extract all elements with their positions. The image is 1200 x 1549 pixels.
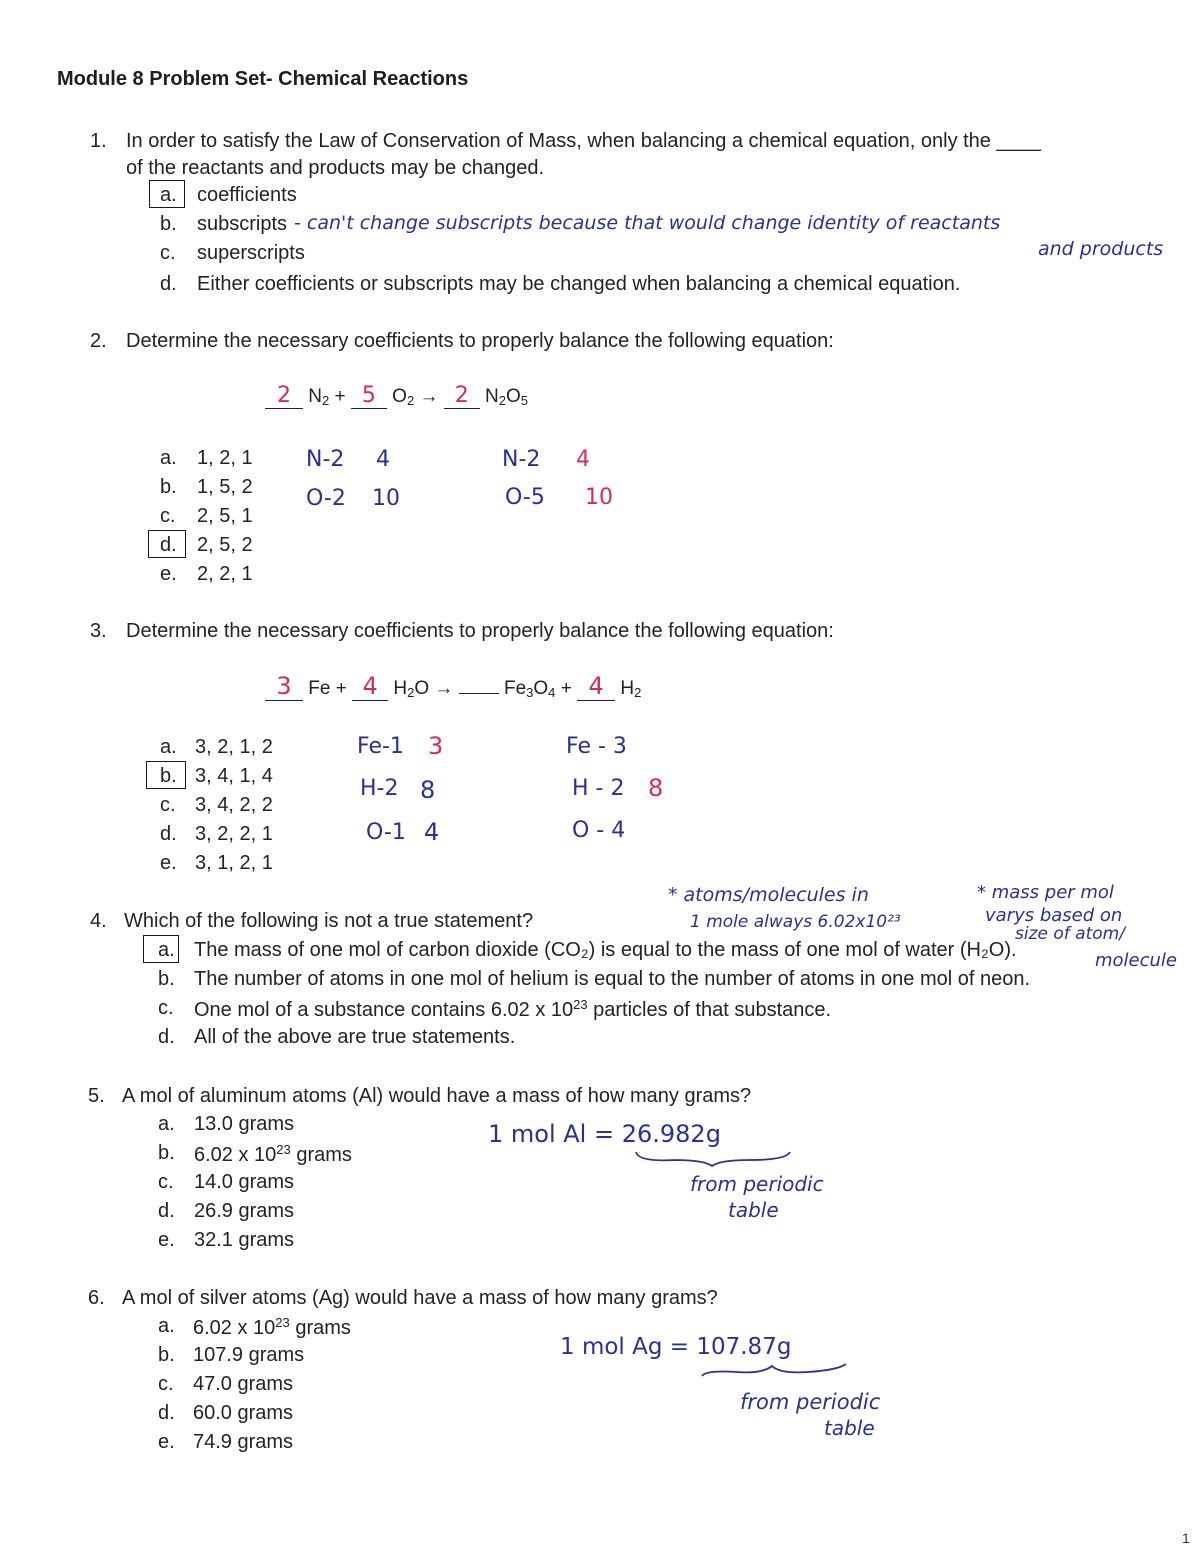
q2-option-a: 1, 2, 1	[197, 447, 253, 469]
q3-option-b: 3, 4, 1, 4	[195, 765, 273, 787]
q1-option-a: coefficients	[197, 184, 297, 206]
q3-equation: 3 Fe + 4 $H_2O \to Fe_3O_4 + 4$ $H_2$	[265, 672, 641, 701]
q2-option-b-letter: b.	[160, 476, 177, 498]
q4-option-c	[194, 997, 831, 1022]
q2-coef-3: 2	[444, 383, 480, 409]
q3-work-left-o-val: 4	[424, 818, 440, 846]
q5-option-c: 14.0 grams	[194, 1171, 295, 1193]
q1-handwritten-note-2: and products	[1038, 238, 1164, 260]
q2-option-e-letter: e.	[160, 563, 177, 585]
q1-option-b: subscripts	[197, 213, 288, 235]
q4-note2-line1: * mass per mol	[977, 882, 1114, 903]
q3-option-a-letter: a.	[160, 736, 177, 758]
q4-text: Which of the following is not a true statement?	[124, 910, 534, 932]
q2-coef-2: 5	[351, 383, 387, 409]
q3-option-e-letter: e.	[160, 852, 177, 874]
q1-text-line1: In order to satisfy the Law of Conservation of Mass, when balancing a chemical equation, only the ____	[126, 130, 1041, 152]
q2-work-left-o-val: 10	[372, 486, 400, 511]
q6-option-e: 74.9 grams	[193, 1431, 294, 1453]
q3-option-a: 3, 2, 1, 2	[195, 736, 273, 758]
q3-arrow: →	[434, 678, 454, 699]
q3-plus-2: +	[560, 678, 572, 699]
q1-option-d-letter: d.	[160, 273, 177, 295]
q3-coef-4: 4	[577, 672, 615, 701]
q4-number: 4.	[90, 910, 107, 932]
q3-text: Determine the necessary coefficients to properly balance the following equation:	[126, 620, 834, 642]
q5-option-b	[194, 1142, 352, 1167]
q6-option-e-letter: e.	[158, 1431, 175, 1453]
q2-text: Determine the necessary coefficients to properly balance the following equation:	[126, 330, 834, 352]
q2-option-c-letter: c.	[160, 505, 176, 527]
q4-option-d-letter: d.	[158, 1026, 175, 1048]
q6-option-a	[193, 1315, 351, 1340]
q3-option-c: 3, 4, 2, 2	[195, 794, 273, 816]
q6-option-c: 47.0 grams	[193, 1373, 294, 1395]
q3-coef-1: 3	[265, 672, 303, 701]
q5-option-c-letter: c.	[158, 1171, 174, 1193]
q1-option-c: superscripts	[197, 242, 305, 264]
q1-handwritten-note: - can't change subscripts because that would change identity of reactants	[294, 212, 1001, 234]
page-number: 1	[1182, 1530, 1190, 1546]
q3-option-b-letter: b.	[160, 765, 177, 787]
q4-option-a-letter: a.	[158, 939, 175, 961]
q2-arrow: →	[419, 386, 439, 407]
q2-work-left-n: N-2	[306, 447, 345, 472]
q3-work-left-fe-val: 3	[428, 732, 444, 760]
q1-option-c-letter: c.	[160, 242, 176, 264]
q3-option-e: 3, 1, 2, 1	[195, 852, 273, 874]
q5-number: 5.	[88, 1085, 105, 1107]
q2-number: 2.	[90, 330, 107, 352]
q3-option-d-letter: d.	[160, 823, 177, 845]
q4-note2-line3: size of atom/	[1015, 924, 1125, 944]
q3-work-left-fe: Fe-1	[357, 734, 404, 759]
q5-option-e-letter: e.	[158, 1229, 175, 1251]
q2-coef-1: 2	[265, 383, 303, 409]
q2-option-c: 2, 5, 1	[197, 505, 253, 527]
q4-option-d: All of the above are true statements.	[194, 1026, 516, 1048]
q3-coef-2: 4	[352, 672, 388, 701]
q2-work-right-o-val: 10	[585, 485, 613, 510]
q4-option-b: The number of atoms in one mol of helium is equal to the number of atoms in one mol of neon.	[194, 968, 1031, 990]
q6-from-periodic: from periodic	[740, 1390, 881, 1414]
q5-option-b-text-after: grams	[290, 1144, 352, 1166]
q4-option-c-text-after: particles of that substance.	[587, 999, 832, 1021]
q6-table: table	[824, 1416, 875, 1440]
q2-option-a-letter: a.	[160, 447, 177, 469]
q1-option-d: Either coefficients or subscripts may be changed when balancing a chemical equation.	[197, 273, 961, 295]
q4-option-a: The mass of one mol of carbon dioxide (CO₂) is equal to the mass of one mol of water (H₂O).	[194, 939, 1017, 961]
q2-plus: +	[334, 386, 346, 407]
q6-option-c-letter: c.	[158, 1373, 174, 1395]
q3-plus-1: +	[335, 678, 347, 699]
q6-number: 6.	[88, 1287, 105, 1309]
q3-work-left-h-val: 8	[420, 776, 436, 804]
q5-option-b-exp: 23	[276, 1142, 291, 1157]
q6-option-d: 60.0 grams	[193, 1402, 294, 1424]
q3-option-d: 3, 2, 2, 1	[195, 823, 273, 845]
q4-note1-line1: * atoms/molecules in	[668, 884, 869, 906]
q5-brace-icon	[634, 1148, 794, 1168]
q5-option-a-letter: a.	[158, 1113, 175, 1135]
q5-handwritten-mass: 1 mol Al = 26.982g	[488, 1120, 721, 1148]
q1-option-b-letter: b.	[160, 213, 177, 235]
q2-equation: 2 $N_2 + 5$ $O_2 \to 2$ $N_2O_5$	[265, 383, 528, 409]
q2-option-d: 2, 5, 2	[197, 534, 253, 556]
q5-from-periodic: from periodic	[690, 1172, 824, 1196]
q2-work-right-n: N-2	[502, 447, 541, 472]
q6-text: A mol of silver atoms (Ag) would have a mass of how many grams?	[122, 1287, 718, 1309]
q4-note1-line2: 1 mole always 6.02x10²³	[690, 912, 901, 932]
q1-text-line2: of the reactants and products may be changed.	[126, 157, 545, 179]
q3-work-right-fe: Fe - 3	[566, 734, 627, 759]
q2-option-e: 2, 2, 1	[197, 563, 253, 585]
q2-work-right-o: O-5	[505, 485, 545, 510]
q3-work-right-h: H - 2	[572, 776, 625, 801]
q6-option-a-letter: a.	[158, 1315, 175, 1337]
q2-work-right-n-val: 4	[576, 447, 590, 472]
q5-option-a: 13.0 grams	[194, 1113, 295, 1135]
q2-work-left-n-val: 4	[376, 447, 390, 472]
q4-option-c-letter: c.	[158, 997, 174, 1019]
q6-option-b-letter: b.	[158, 1344, 175, 1366]
page-title: Module 8 Problem Set- Chemical Reactions	[57, 68, 469, 90]
q1-option-a-letter: a.	[160, 184, 177, 206]
q5-table: table	[728, 1198, 779, 1222]
q6-option-b: 107.9 grams	[193, 1344, 305, 1366]
q6-handwritten-mass: 1 mol Ag = 107.87g	[560, 1334, 792, 1360]
q2-option-b: 1, 5, 2	[197, 476, 253, 498]
q4-option-b-letter: b.	[158, 968, 175, 990]
q3-work-right-h-val: 8	[648, 774, 664, 802]
q3-number: 3.	[90, 620, 107, 642]
q3-work-left-h: H-2	[360, 776, 399, 801]
q5-text: A mol of aluminum atoms (Al) would have a mass of how many grams?	[122, 1085, 752, 1107]
q4-note2-line2: varys based on	[985, 905, 1123, 926]
q3-work-left-o: O-1	[366, 820, 406, 845]
q5-option-d-letter: d.	[158, 1200, 175, 1222]
q4-option-c-exp: 23	[573, 997, 588, 1012]
q3-option-c-letter: c.	[160, 794, 176, 816]
q6-brace-icon	[700, 1362, 850, 1382]
q6-option-a-text-after: grams	[289, 1317, 351, 1339]
q4-note2-line4: molecule	[1095, 950, 1178, 971]
q4-option-c-text: One mol of a substance contains 6.02 x 10	[194, 999, 574, 1021]
q5-option-b-text: 6.02 x 10	[194, 1144, 277, 1166]
q5-option-d: 26.9 grams	[194, 1200, 295, 1222]
q2-work-left-o: O-2	[306, 486, 346, 511]
q5-option-b-letter: b.	[158, 1142, 175, 1164]
q6-option-a-text: 6.02 x 10	[193, 1317, 276, 1339]
q3-work-right-o: O - 4	[572, 818, 626, 843]
q3-coef-3	[459, 693, 499, 694]
q1-number: 1.	[90, 130, 107, 152]
q5-option-e: 32.1 grams	[194, 1229, 295, 1251]
q6-option-a-exp: 23	[275, 1315, 290, 1330]
q6-option-d-letter: d.	[158, 1402, 175, 1424]
q2-option-d-letter: d.	[160, 534, 177, 556]
